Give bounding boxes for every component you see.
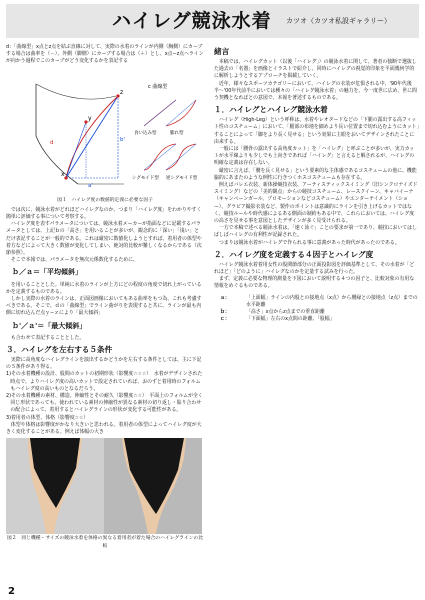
shape-label-1: 食い込み型 (134, 130, 157, 136)
section-1-paragraph: 一般には「腰骨の露出する高角度カット」を「ハイレグ」と呼ぶことが多いが、実力カットが水平線よりも少しでも上向きであれば「ハイレグ」と言えると解されるが、ハイレグの明確な定義は存在しない。 (214, 146, 415, 167)
list-item: 3)着用者の体型、体格（影響度☆☆） (6, 414, 89, 421)
section-1-heading: １．ハイレグとハイレグ競泳水着 (214, 105, 328, 115)
definition-text: 「下面幅」左右のx点間の距離、「股幅」 (246, 316, 335, 323)
list-item: 2)その水着機種の素材、構造、伸縮性とその耐久（影響度☆☆） 平面上のフォルムが全く同じ形状であっても、使われている素材の伸縮性が異なる素材の切り返し・貼り合わせの配合によって、着用するとハイレグラインの形状が変化する可能性がある。 (6, 393, 203, 414)
label-z: z (120, 88, 124, 96)
formula-max-slope: ｂ'／ａ'＝「最大傾斜」 (12, 321, 87, 330)
definition-label: ｃ： (220, 316, 230, 323)
left-paragraph-1: では次に、競泳水着がどれほどハイレグなのか、つまり「ハイレグ度」をわかりやすく簡単に評価する事について考察する。 (6, 206, 202, 221)
intro-paragraph: 近年、様々なスポーツカテゴリーにおいて、ハイレグの衣装が危惧される中、'90年代後半〜'00年代前半においては種々の「ハイレグ競泳水着」の魅力を、今一度世に広め、世に問う契機となればとの意図で、本報を著述するものである。 (214, 80, 417, 102)
section-1-paragraph: つまりは競泳水着がハイレグで作られる事に意義があった時代があったのである。 (218, 239, 400, 246)
section-3-heading: ３．ハイレグを左右する５条件 (6, 345, 113, 355)
section-1-paragraph: 厳密に言えば、「腰を長く見せる」という要素的な主体感であるコスチュームの他に、機能脇的にあまたのような例性に行きつくホスコスチュームも存在する。 (214, 167, 417, 181)
section-2-paragraph: まず、定義に必要な物理的測量を下図において説明する４つの因子と、比較対象の有用な情報をめぐるものである。 (214, 276, 415, 290)
left-paragraph-8: 体型や体格は影響度がかなり大きいと思われる。着用者の体型によってハイレグ度が大きく変化することがある。例えば体幅の大き (6, 421, 202, 436)
label-d: d (50, 139, 54, 146)
definition-label: ａ： (220, 294, 230, 301)
label-x: x (61, 170, 65, 178)
definition-row (220, 295, 419, 309)
definition-d: d：「曲線型」x点とz点を結ぶ直線に対して、実際の水着のラインが内側（胸側）にカーブする場合は曲率を（－）、外側（脚側）にカーブする場合は（＋）とし、x点−z点ヘラインが向かう過程でこのカーブがどう変化するかを表記する (6, 44, 204, 65)
left-paragraph-4: を用いることとした。単純に水着のラインが上方にどの程度の角度で切れ上がっているかを定義するものである。 (6, 281, 202, 295)
left-paragraph-3: そこで本報では、パラメータを無次元係数化するために、 (10, 257, 138, 264)
factor-definitions (220, 295, 419, 324)
section-1-paragraph: 例えばバレエ衣装、新体操競技衣装、アーティスティックスイミング（旧シンクロナイズドスイミング）などの「美的観点」からの競技コスチューム、レースクイーン、キャバイーナ（キャンペーンガール、プロモーションなどコスチューム）やエンターテイメント（ショー）、グラビア撮影衣装など、製作のポイントは意識的にラインを引き上げるカットではなく、競技ルールや時代感によるある側面の制約もある中で、これらにおいては、ハイレグ度の高さを見せる事を意図としたデザインが多く見受けられる。 (214, 182, 418, 225)
page-number: 2 (8, 586, 15, 597)
curve-type-legend (132, 83, 198, 181)
section-1-paragraph: 一方で本稿で述べる競泳水着は、「速く泳ぐ」ことの要求が第一であり、競技においてはしばしばハイレグの有利性が記録された。 (214, 225, 417, 239)
shape-label-2: 膨れ型 (170, 130, 184, 136)
figure-2-caption: 図２ 同じ機種・サイズの競泳水着を体格の異なる着用者が着た場合のハイレグラインの比較 (6, 536, 204, 549)
definition-text: 「上面幅」ラインの内股との接地点（x点）から腰縁との接地点（z点）までの水平距離 (246, 294, 418, 308)
right-column (214, 44, 419, 324)
shape-label-3: シグモイド型 (132, 175, 159, 181)
hip-line-diagram (36, 84, 125, 189)
label-y: y (88, 114, 92, 122)
left-paragraph-5: しかし実際の水着のラインは、正面図画像においてもある曲率をもつ為、これも考慮すべきである。そこで、ｄの「曲線型」でライン曲がりを表現すると共に、ラインが最も内側に切れ込んだ点ｙ−ｚにより「最大傾斜」 (6, 296, 202, 317)
label-b: b' (120, 136, 126, 143)
figure-1-caption: 図１ ハイレグ度の数値的定義に必要な因子 (57, 197, 153, 203)
author-credit: カツオ（カツオ私設ギャラリー） (286, 17, 391, 25)
section-1-paragraph: ハイレグ（High-Leg）という呼称は、水着やレオタードなどの「下腿の露出する高フィット性のコスチューム」において、「腿部の布地を細めより長い位置まで切れ込むようにカット」することによって「脚をより長く見せる」という効果に主眼をおいてデザインされたことに由来する。 (214, 117, 420, 145)
shape-label-4: 逆シグモイド型 (166, 175, 198, 181)
left-paragraph-2: ハイレグ度を表すパラメータについては、競泳水着メーカーが指面などに記載するパラメータとしては、上記ｂの「高さ」を用いることが多いが、観念的に「深い」「浅い」とだけ表記することが一般的である。これは厳密に数値化しようとすれば、着用者の体型や着方などによって大きく数値が変化してしまい、絶対的比較が難しくなるからである（次節参照）。 (6, 221, 202, 257)
intro-paragraph: 本稿では、ハイレグカット（以後「ハイレグ」）の競泳水着に関して、著者の独断で選抜した過去の「名器」を画像とイラストで紹介し、同時にハイレグの視覚的印象を平面幾何学的に解析しようとするアプローチを掲載していく。 (214, 59, 417, 80)
curve-type-title: c 曲線型 (148, 83, 168, 90)
figure-1-diagram (6, 66, 202, 196)
section-2-heading: ２．ハイレグ度を定義する４因子とハイレグ度 (214, 249, 374, 259)
label-a: a' (88, 182, 93, 189)
definition-row (220, 316, 419, 323)
average-slope-line (66, 96, 118, 178)
definition-text: 「高さ」x点からz点までの垂直距離 (246, 309, 325, 316)
left-column (6, 44, 204, 553)
page-title: ハイレグ競泳水着 (112, 10, 272, 32)
section-2-paragraph: ハイレグ競泳水着着用女性の股関節部分の正面投影図を評価基準として、その水着が「どれほど」「どのように」ハイレグなのかを定量する試みを行った。 (214, 261, 415, 276)
definition-label: ｂ： (220, 309, 230, 316)
formula-average-slope: ｂ／ａ＝「平均傾斜」 (12, 268, 82, 277)
conditions-list (6, 371, 204, 421)
figure-2-photos (6, 438, 202, 534)
list-item: 1)その水着機種の設計、股間のカットの初期形状（影響度☆☆☆） 水着がデザインされた時点で、よりハイレグ度の高いカットで設定されていれば、おのずと着用時のフォルムもハイレグ度の高いものとなるだろう。 (6, 371, 203, 392)
left-paragraph-6: も合わせて表記することとした。 (10, 334, 85, 341)
left-paragraph-7: 実際に高角度なハイレグラインを演出するかどうかを左右する条件としては、主に下記の５条件があり得る。 (6, 357, 202, 371)
introduction-heading: 緒言 (214, 47, 230, 56)
